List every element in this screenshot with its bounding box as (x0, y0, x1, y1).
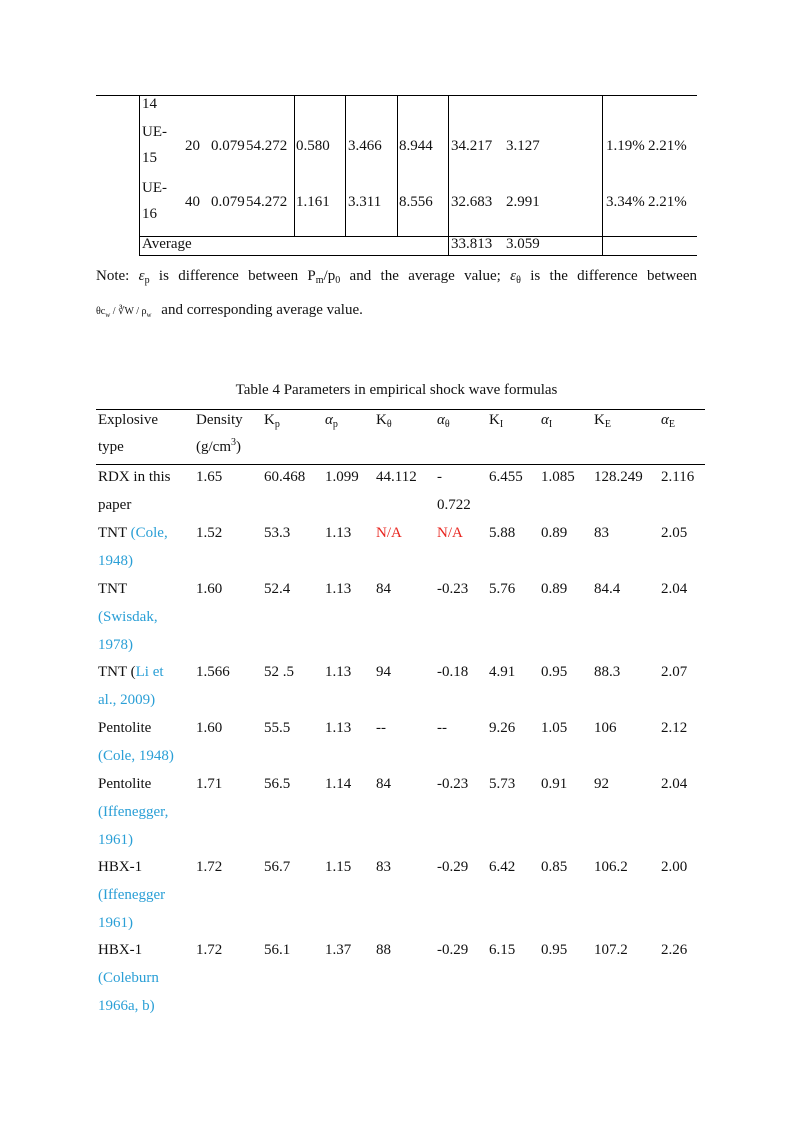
kp-cell: 55.5 (264, 720, 291, 736)
explosive-type (98, 525, 168, 542)
alpha-e-cell: 2.26 (661, 942, 688, 958)
citation-link[interactable]: 1961) (98, 915, 133, 931)
alpha-i-cell: 0.95 (541, 664, 568, 680)
row-cell: 8.944 (399, 138, 433, 154)
alpha-theta-cell: -- (437, 720, 447, 736)
header-alpha-p: $\alpha_p$ (325, 412, 338, 430)
alpha-p-cell: 1.099 (325, 469, 359, 485)
ke-cell: 128.249 (594, 469, 643, 485)
k-theta-cell: -- (376, 720, 386, 736)
row-cell: 0.079 (211, 194, 245, 210)
header-ke: $K_E$ (594, 412, 611, 430)
row-cell: 54.272 (246, 138, 288, 154)
row-cell: 3.127 (506, 138, 540, 154)
alpha-p-cell: 1.13 (325, 664, 352, 680)
row-cell: 8.556 (399, 194, 433, 210)
kp-cell: 56.5 (264, 776, 291, 792)
kp-cell: 56.7 (264, 859, 291, 875)
alpha-theta-cell: -0.23 (437, 581, 469, 597)
k-theta-cell: 83 (376, 859, 391, 875)
average-value: 3.059 (506, 236, 540, 252)
explosive-name: TNT (98, 581, 128, 597)
row-cell: 3.466 (348, 138, 382, 154)
alpha-p-cell: 1.13 (325, 720, 352, 736)
header-alpha-e: $\alpha_E$ (661, 412, 675, 430)
density-cell: 1.52 (196, 525, 223, 541)
ke-cell: 92 (594, 776, 609, 792)
table3-vrule-5 (448, 95, 449, 255)
row-cell: 2.21% (648, 138, 687, 154)
table3-average-rule (139, 236, 697, 237)
row-cell: 3.34% (606, 194, 645, 210)
row-name-line2: 15 (142, 150, 157, 166)
explosive-type (98, 998, 155, 1015)
note-sub: p (144, 275, 150, 286)
explosive-name: HBX-1 (98, 859, 143, 875)
header-type-l2: type (98, 439, 124, 455)
alpha-e-cell: 2.04 (661, 776, 688, 792)
alpha-i-cell: 0.85 (541, 859, 568, 875)
table3-note (96, 268, 697, 285)
ke-cell: 84.4 (594, 581, 621, 597)
table3-vrule-1 (139, 95, 140, 255)
alpha-e-cell: 2.116 (661, 469, 695, 485)
alpha-i-cell: 1.085 (541, 469, 575, 485)
header-alpha-theta: $\alpha_\theta$ (437, 412, 450, 430)
ke-cell: 106.2 (594, 859, 628, 875)
table4-caption: Table 4 Parameters in empirical shock wave formulas (235, 382, 558, 398)
k-theta-cell: 94 (376, 664, 391, 680)
note-symbol: ε (510, 268, 517, 284)
explosive-type (98, 553, 133, 570)
table3-bottom-rule (139, 255, 697, 256)
explosive-type (98, 664, 164, 681)
note-text: Note: (96, 268, 139, 284)
table3-vrule-2 (294, 95, 295, 236)
explosive-type (98, 804, 168, 821)
row-cell: 0.580 (296, 138, 330, 154)
table3-partial-cell: 14 (142, 96, 157, 112)
explosive-type (98, 915, 133, 932)
note-text: and the average value; (340, 268, 511, 284)
note-line-2 (96, 302, 363, 319)
alpha-p-cell: 1.13 (325, 581, 352, 597)
alpha-e-cell: 2.07 (661, 664, 688, 680)
explosive-type (98, 637, 133, 654)
alpha-e-cell: 2.04 (661, 581, 688, 597)
citation-link[interactable]: (Cole, (130, 525, 168, 541)
alpha-e-cell: 2.00 (661, 859, 688, 875)
ki-cell: 9.26 (489, 720, 516, 736)
row-name-line1: UE- (142, 124, 167, 140)
density-cell: 1.72 (196, 859, 223, 875)
alpha-i-cell: 0.95 (541, 942, 568, 958)
alpha-i-cell: 0.89 (541, 525, 568, 541)
explosive-type (98, 720, 151, 737)
note-symbol: ε (138, 268, 145, 284)
note-sub: 0 (335, 275, 341, 286)
alpha-p-cell: 1.13 (325, 525, 352, 541)
kp-cell: 60.468 (264, 469, 306, 485)
explosive-type (98, 859, 142, 876)
ke-cell: 83 (594, 525, 609, 541)
explosive-name: paper (98, 497, 132, 513)
citation-link[interactable]: 1978) (98, 637, 133, 653)
table3-vrule-4 (397, 95, 398, 236)
explosive-type (98, 776, 151, 793)
alpha-p-cell: 1.37 (325, 942, 352, 958)
row-cell: 1.19% (606, 138, 645, 154)
density-cell: 1.65 (196, 469, 223, 485)
alpha-theta-cell: - (437, 469, 442, 485)
ke-cell: 88.3 (594, 664, 621, 680)
ki-cell: 5.76 (489, 581, 516, 597)
ki-cell: 6.15 (489, 942, 516, 958)
note-sub: θ (516, 275, 521, 286)
explosive-type (98, 942, 142, 959)
alpha-p-cell: 1.14 (325, 776, 352, 792)
table3-vrule-6 (602, 95, 603, 255)
ke-cell: 106 (594, 720, 617, 736)
explosive-type (98, 609, 158, 626)
row-cell: 20 (185, 138, 200, 154)
citation-link[interactable]: (Coleburn (98, 970, 159, 986)
note-text: is difference between P (149, 268, 316, 284)
alpha-theta-cell: 0.722 (437, 497, 471, 513)
note-text: is the difference between (520, 268, 698, 284)
alpha-i-cell: 0.91 (541, 776, 568, 792)
ki-cell: 5.88 (489, 525, 516, 541)
explosive-type (98, 832, 133, 849)
row-name-line1: UE- (142, 180, 167, 196)
citation-link[interactable]: 1948) (98, 553, 133, 569)
citation-link[interactable]: (Iffenegger, (98, 804, 169, 820)
explosive-name: Pentolite (98, 776, 152, 792)
header-type-l1: Explosive (98, 412, 158, 428)
kp-cell: 53.3 (264, 525, 291, 541)
alpha-p-cell: 1.15 (325, 859, 352, 875)
explosive-type (98, 581, 127, 598)
row-cell: 3.311 (348, 194, 382, 210)
row-cell: 54.272 (246, 194, 288, 210)
citation-link[interactable]: (Cole, 1948) (98, 748, 174, 764)
header-kp: $K_p$ (264, 412, 280, 430)
alpha-theta-cell: -0.29 (437, 942, 469, 958)
average-value: 33.813 (451, 236, 493, 252)
k-theta-cell: 88 (376, 942, 391, 958)
ki-cell: 6.455 (489, 469, 523, 485)
kp-cell: 52 .5 (264, 664, 294, 680)
explosive-type (98, 748, 174, 765)
density-cell: 1.566 (196, 664, 230, 680)
explosive-type (98, 887, 165, 904)
alpha-theta-cell: -0.29 (437, 859, 469, 875)
explosive-type (98, 497, 131, 514)
row-cell: 2.991 (506, 194, 540, 210)
table3-vrule-3 (345, 95, 346, 236)
row-cell: 2.21% (648, 194, 687, 210)
row-cell: 0.079 (211, 138, 245, 154)
citation-link[interactable]: (Swisdak, (98, 609, 158, 625)
row-cell: 32.683 (451, 194, 493, 210)
density-cell: 1.72 (196, 942, 223, 958)
average-label: Average (142, 236, 192, 252)
k-theta-cell: N/A (376, 525, 402, 541)
header-alpha-i: $\alpha_I$ (541, 412, 553, 430)
explosive-name: TNT ( (98, 664, 136, 680)
note-text: /p (323, 268, 336, 284)
alpha-i-cell: 1.05 (541, 720, 568, 736)
citation-link[interactable]: 1961) (98, 832, 133, 848)
explosive-type (98, 970, 159, 987)
alpha-e-cell: 2.05 (661, 525, 688, 541)
row-name-line2: 16 (142, 206, 157, 222)
citation-link[interactable]: Li et (135, 664, 164, 680)
header-density-l2: $(g/cm^3)$ (196, 437, 241, 455)
k-theta-cell: 84 (376, 581, 391, 597)
header-density-l1: Density (196, 412, 243, 428)
explosive-name: RDX in this (98, 469, 171, 485)
density-cell: 1.71 (196, 776, 223, 792)
header-ki: $K_I$ (489, 412, 504, 430)
formula: $\theta c_w$ / ∛W / $\rho_w$ (96, 306, 152, 319)
note-text: and corresponding average value. (161, 302, 363, 318)
alpha-theta-cell: N/A (437, 525, 463, 541)
explosive-name: HBX-1 (98, 942, 143, 958)
ki-cell: 5.73 (489, 776, 516, 792)
density-cell: 1.60 (196, 581, 223, 597)
density-cell: 1.60 (196, 720, 223, 736)
alpha-theta-cell: -0.18 (437, 664, 469, 680)
explosive-type (98, 692, 155, 709)
table4-header-rule (96, 464, 705, 465)
ki-cell: 4.91 (489, 664, 516, 680)
note-sub: m (315, 275, 324, 286)
table4-top-rule (96, 409, 705, 410)
kp-cell: 56.1 (264, 942, 291, 958)
row-cell: 40 (185, 194, 200, 210)
citation-link[interactable]: (Iffenegger (98, 887, 166, 903)
alpha-e-cell: 2.12 (661, 720, 688, 736)
ke-cell: 107.2 (594, 942, 628, 958)
alpha-theta-cell: -0.23 (437, 776, 469, 792)
k-theta-cell: 44.112 (376, 469, 417, 485)
alpha-i-cell: 0.89 (541, 581, 568, 597)
row-cell: 1.161 (296, 194, 330, 210)
header-k-theta: $K_\theta$ (376, 412, 392, 430)
k-theta-cell: 84 (376, 776, 391, 792)
explosive-name: TNT (98, 525, 131, 541)
citation-link[interactable]: al., 2009) (98, 692, 156, 708)
kp-cell: 52.4 (264, 581, 291, 597)
ki-cell: 6.42 (489, 859, 516, 875)
explosive-name: Pentolite (98, 720, 152, 736)
citation-link[interactable]: 1966a, b) (98, 998, 155, 1014)
row-cell: 34.217 (451, 138, 493, 154)
explosive-type (98, 469, 171, 486)
